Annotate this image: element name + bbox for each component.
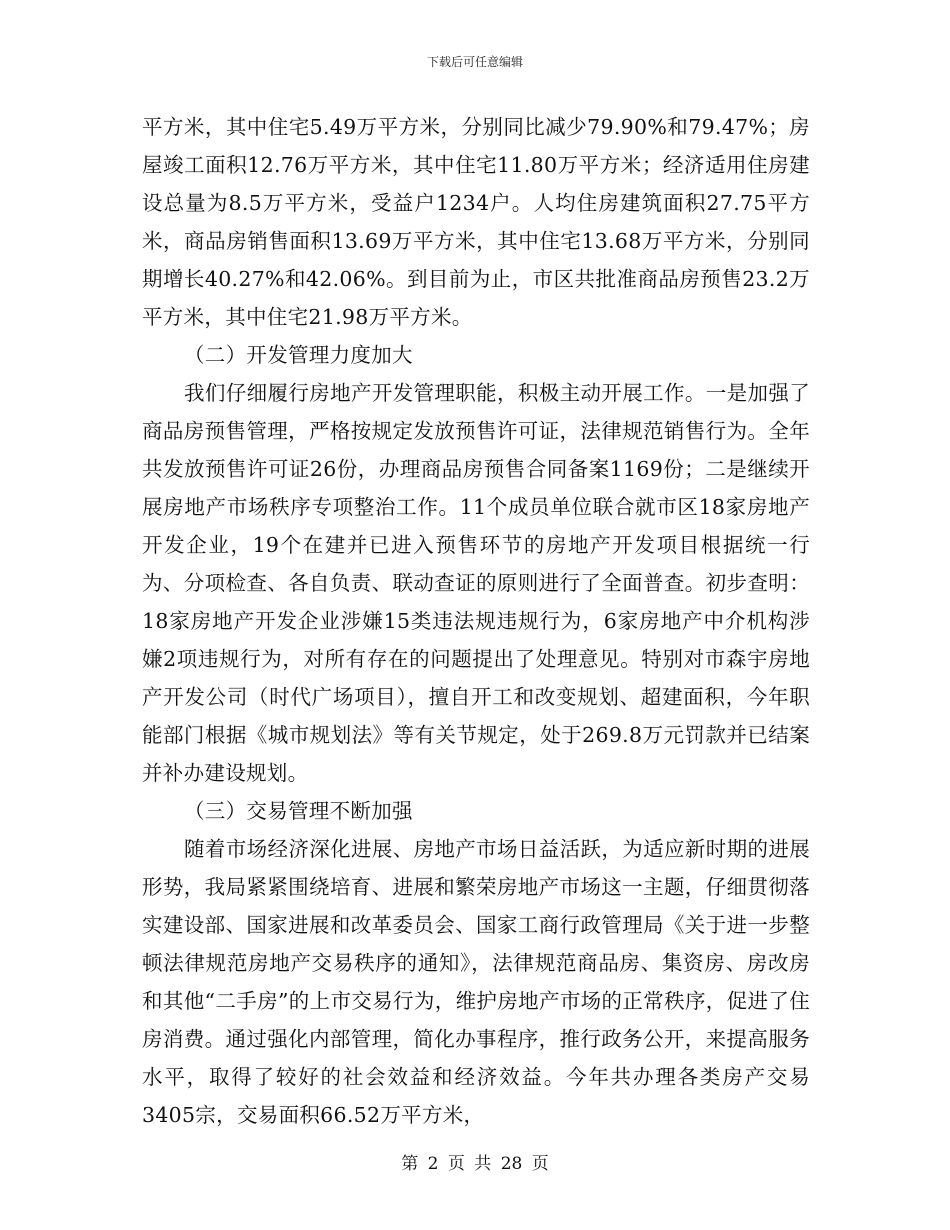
section-heading-transaction-management: （三）交易管理不断加强 — [184, 799, 413, 823]
paragraph-statistics: 平方米，其中住宅5.49万平方米，分别同比减少79.90%和79.47%；房屋竣工面积12.76万平方米，其中住宅11.80万平方米；经济适用住房建设总量为8.5万平方米，受益户1234户。人均住房建筑面积27.75平方米，商品房销售面积13.69万平方米，其中住宅13.68万平方米，分别同期增长40.27%和42.06%。到目前为止，市区共批准商品房预售23.2万平方米，其中住宅21.98万平方米。 — [142, 115, 810, 329]
paragraph-transaction-management: 随着市场经济深化进展、房地产市场日益活跃，为适应新时期的进展形势，我局紧紧围绕培育、进展和繁荣房地产市场这一主题，仔细贯彻落实建设部、国家进展和改革委员会、国家工商行政管理局《关于进一步整顿法律规范房地产交易秩序的通知》，法律规范商品房、集资房、房改房和其他“二手房”的上市交易行为，维护房地产市场的正常秩序，促进了住房消费。通过强化内部管理，简化办事程序，推行政务公开，来提高服务水平，取得了较好的社会效益和经济效益。今年共办理各类房产交易3405宗，交易面积66.52万平方米， — [142, 837, 810, 1127]
section-heading-development-management: （二）开发管理力度加大 — [184, 343, 413, 367]
document-body — [142, 108, 810, 1134]
page-header-note: 下载后可任意编辑 — [426, 55, 523, 69]
page-number-footer: 第 2 页 共 28 页 — [401, 1154, 549, 1174]
paragraph-development-management: 我们仔细履行房地产开发管理职能，积极主动开展工作。一是加强了商品房预售管理，严格按规定发放预售许可证，法律规范销售行为。全年共发放预售许可证26份，办理商品房预售合同备案1169份；二是继续开展房地产市场秩序专项整治工作。11个成员单位联合就市区18家房地产开发企业，19个在建并已进入预售环节的房地产开发项目根据统一行为、分项检查、各自负责、联动查证的原则进行了全面普查。初步查明：18家房地产开发企业涉嫌15类违法规违规行为，6家房地产中介机构涉嫌2项违规行为，对所有存在的问题提出了处理意见。特别对市森宇房地产开发公司（时代广场项目），擅自开工和改变规划、超建面积，今年职能部门根据《城市规划法》等有关节规定，处于269.8万元罚款并已结案并补办建设规划。 — [142, 381, 810, 785]
